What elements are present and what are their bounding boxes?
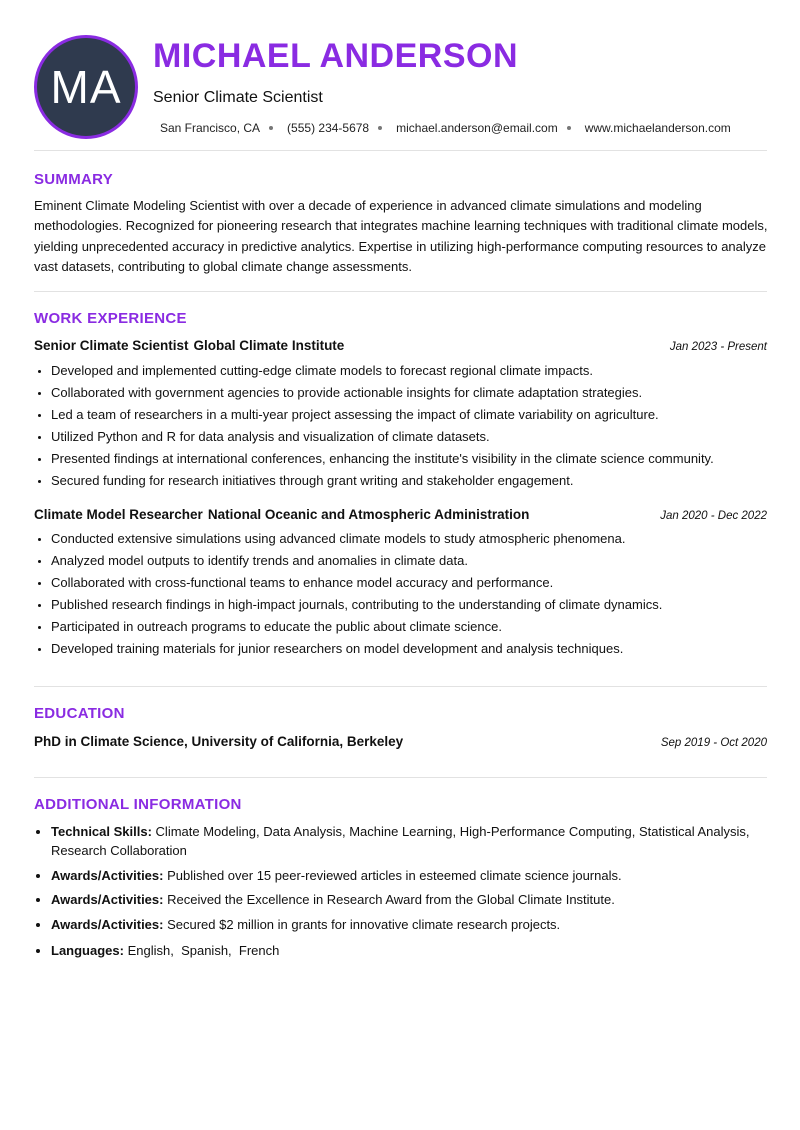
separator-dot-icon: [378, 126, 382, 130]
job-role: Climate Model Researcher: [34, 507, 203, 522]
item-label: Languages:: [51, 942, 124, 958]
list-item: [51, 941, 786, 960]
separator-dot-icon: [567, 126, 571, 130]
list-item: • Published research findings in high-impact journals, contributing to the understanding of climate dynamics.: [51, 594, 786, 616]
summary-text: Eminent Climate Modeling Scientist with over a decade of experience in advanced climate simulations and modeling methodologies. Recognized for pioneering research that integrates machine learning techniques with traditional climate models, yielding unprecedented accuracy in predictive analytics. Expertise in utilizing high-performance computing resources to analyze vast datasets, contributing to global climate change assessments.: [34, 198, 768, 274]
divider: [34, 686, 767, 687]
job-dates: Jan 2020 - Dec 2022: [660, 510, 767, 522]
list-item: [51, 890, 786, 909]
list-item: • Analyzed model outputs to identify trends and anomalies in climate data.: [51, 550, 786, 572]
job-organization: National Oceanic and Atmospheric Administration: [207, 507, 530, 522]
job-bullets: [34, 528, 786, 660]
item-text: Climate Modeling, Data Analysis, Machine Learning, High-Performance Computing, Statistical Analysis, Research Collaboration: [51, 824, 750, 858]
list-item: • Collaborated with government agencies to provide actionable insights for climate adaptation strategies.: [51, 382, 786, 404]
list-item: • Secured funding for research initiatives through grant writing and stakeholder engagement.: [51, 470, 786, 492]
additional-heading: ADDITIONAL INFORMATION: [34, 796, 242, 813]
candidate-name: MICHAEL ANDERSON: [153, 37, 519, 75]
job-title: [34, 338, 344, 353]
item-text: Secured $2 million in grants for innovative climate research projects.: [167, 916, 561, 932]
job-dates: Jan 2023 - Present: [669, 341, 767, 353]
experience-heading: WORK EXPERIENCE: [34, 310, 187, 327]
list-item: • Utilized Python and R for data analysis and visualization of climate datasets.: [51, 426, 786, 448]
contact-email[interactable]: michael.anderson@email.com: [396, 121, 558, 135]
job-role: Senior Climate Scientist: [34, 338, 189, 353]
item-label: Awards/Activities:: [51, 867, 164, 883]
contact-bar: [160, 121, 731, 135]
list-item: [51, 822, 786, 860]
job-bullets: [34, 360, 786, 492]
item-label: Awards/Activities:: [51, 916, 164, 932]
contact-phone: (555) 234-5678: [287, 121, 370, 135]
contact-website[interactable]: www.michaelanderson.com: [584, 121, 731, 135]
item-text: English, Spanish, French: [127, 942, 280, 958]
additional-list: [34, 822, 786, 965]
education-dates: Sep 2019 - Oct 2020: [660, 737, 767, 749]
job-header: [34, 338, 767, 353]
contact-location: San Francisco, CA: [160, 121, 261, 135]
avatar: [34, 35, 138, 139]
divider: [34, 777, 767, 778]
list-item: • Conducted extensive simulations using advanced climate models to study atmospheric phenomena.: [51, 528, 786, 550]
education-heading: EDUCATION: [34, 705, 125, 722]
separator-dot-icon: [269, 126, 273, 130]
avatar-initials: MA: [50, 61, 122, 113]
item-label: Awards/Activities:: [51, 892, 164, 907]
list-item: • Collaborated with cross-functional teams to enhance model accuracy and performance.: [51, 572, 786, 594]
list-item: • Presented findings at international conferences, enhancing the institute's visibility in the climate science community.: [51, 448, 786, 470]
item-label: Technical Skills:: [51, 824, 152, 839]
education-entry: [34, 734, 767, 749]
item-text: Published over 15 peer-reviewed articles in esteemed climate science journals.: [167, 867, 622, 883]
list-item: [51, 866, 786, 885]
job-organization: Global Climate Institute: [193, 338, 345, 353]
item-text: Received the Excellence in Research Award from the Global Climate Institute.: [167, 892, 615, 907]
list-item: • Led a team of researchers in a multi-year project assessing the impact of climate variability on agriculture.: [51, 404, 786, 426]
list-item: • Developed and implemented cutting-edge climate models to forecast regional climate impacts.: [51, 360, 786, 382]
job-header: [34, 507, 767, 522]
list-item: • Participated in outreach programs to educate the public about climate science.: [51, 616, 786, 638]
candidate-title: Senior Climate Scientist: [153, 89, 323, 106]
divider: [34, 291, 767, 292]
summary-heading: SUMMARY: [34, 171, 114, 188]
degree: PhD in Climate Science, University of California, Berkeley: [34, 734, 404, 749]
job-title: [34, 507, 529, 522]
list-item: • Developed training materials for junior researchers on model development and analysis techniques.: [51, 638, 786, 660]
divider: [34, 150, 767, 151]
list-item: [51, 915, 786, 934]
